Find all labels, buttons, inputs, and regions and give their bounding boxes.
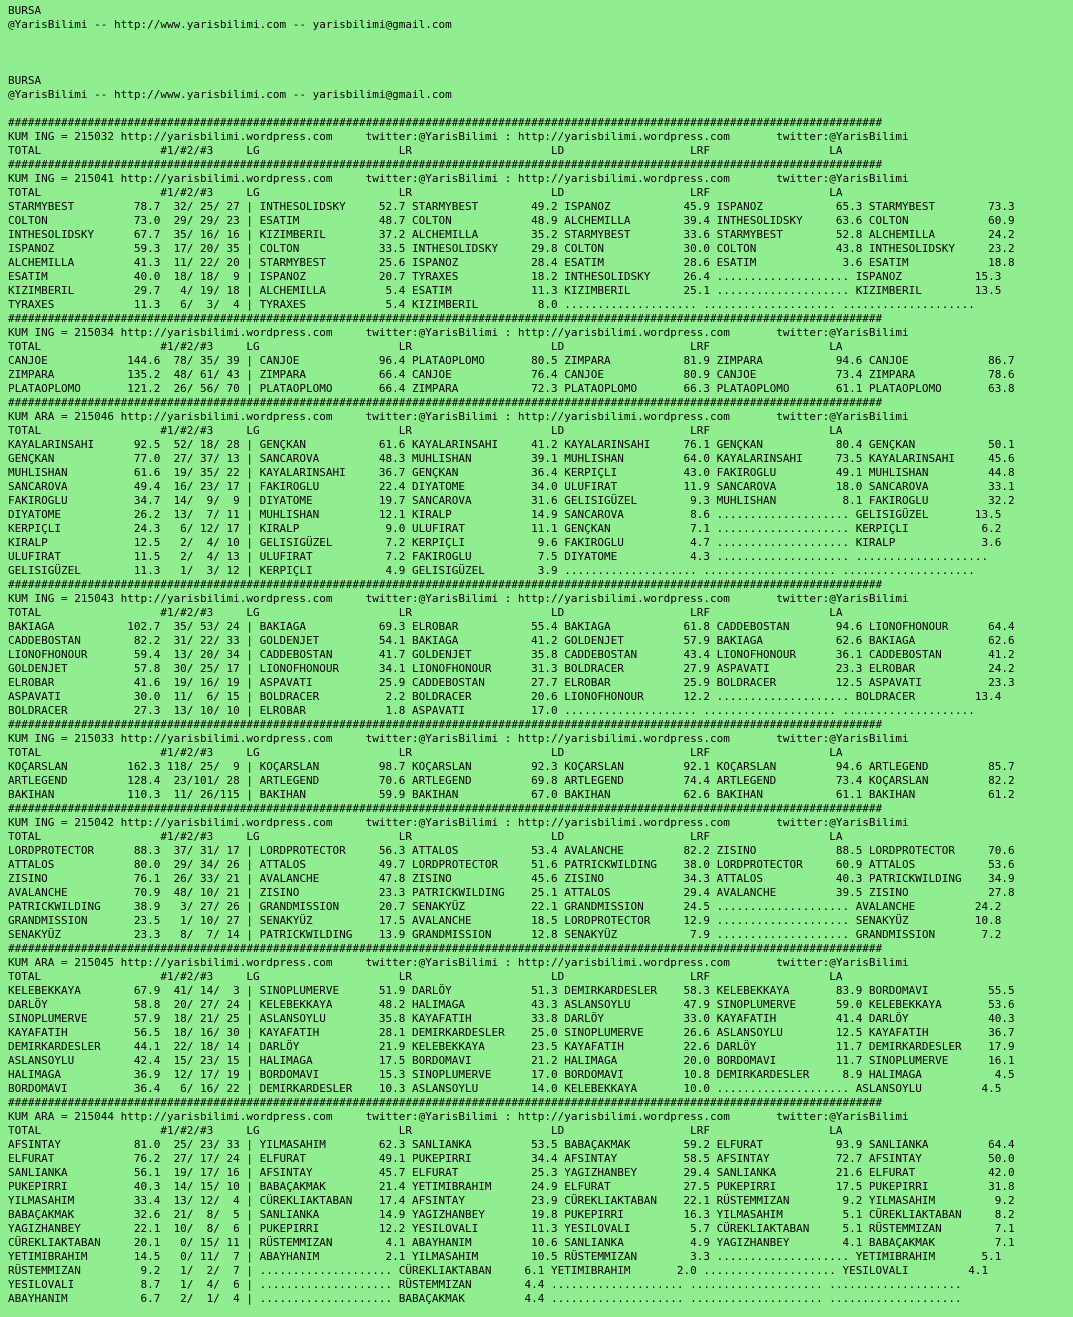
text-line: DARLÖY 58.8 20/ 27/ 24 | KELEBEKKAYA 48.2 HALIMAGA 43.3 ASLANSOYLU 47.9 SINOPLUMERVE 59.0 KELEBEKKAYA 53.6 (8, 998, 1015, 1011)
text-line: GOLDENJET 57.8 30/ 25/ 17 | LIONOFHONOUR 34.1 LIONOFHONOUR 31.3 BOLDRACER 27.9 ASPAVATI 23.3 ELROBAR 24.2 (8, 662, 1015, 675)
text-line: KUM ING = 215033 http://yarisbilimi.wordpress.com twitter:@YarisBilimi : http://yarisbilimi.wordpress.com twitter:@YarisBilimi (8, 732, 909, 745)
text-line: GELISIGÜZEL 11.3 1/ 3/ 12 | KERPIÇLI 4.9 GELISIGÜZEL 3.9 .................... .................... .................... (8, 564, 975, 577)
separator-line: #################################################################################################################################### (8, 718, 883, 731)
text-line: CADDEBOSTAN 82.2 31/ 22/ 33 | GOLDENJET 54.1 BAKIAGA 41.2 GOLDENJET 57.9 BAKIAGA 62.6 BAKIAGA 62.6 (8, 634, 1015, 647)
separator-line: #################################################################################################################################### (8, 802, 883, 815)
text-line: KIRALP 12.5 2/ 4/ 10 | GELISIGÜZEL 7.2 KERPIÇLI 9.6 FAKIROGLU 4.7 .................... KIRALP 3.6 (8, 536, 1002, 549)
text-line: SANLIANKA 56.1 19/ 17/ 16 | AFSINTAY 45.7 ELFURAT 25.3 YAGIZHANBEY 29.4 SANLIANKA 21.6 ELFURAT 42.0 (8, 1166, 1015, 1179)
text-line (8, 46, 1073, 60)
text-line: ZISINO 76.1 26/ 33/ 21 | AVALANCHE 47.8 ZISINO 45.6 ZISINO 34.3 ATTALOS 40.3 PATRICKWILDING 34.9 (8, 872, 1015, 885)
text-line: ELFURAT 76.2 27/ 17/ 24 | ELFURAT 49.1 PUKEPIRRI 34.4 AFSINTAY 58.5 AFSINTAY 72.7 AFSINTAY 50.0 (8, 1152, 1015, 1165)
text-line: ELROBAR 41.6 19/ 16/ 19 | ASPAVATI 25.9 CADDEBOSTAN 27.7 ELROBAR 25.9 BOLDRACER 12.5 ASPAVATI 23.3 (8, 676, 1015, 689)
text-line: RÜSTEMMIZAN 9.2 1/ 2/ 7 | .................... CÜREKLIAKTABAN 6.1 YETIMIBRAHIM 2.0 .................... YESILOVALI 4.1 (8, 1264, 989, 1277)
separator-line: #################################################################################################################################### (8, 942, 883, 955)
text-line: KUM ING = 215032 http://yarisbilimi.wordpress.com twitter:@YarisBilimi : http://yarisbilimi.wordpress.com twitter:@YarisBilimi (8, 130, 909, 143)
separator-line: #################################################################################################################################### (8, 396, 883, 409)
text-line: BAKIAGA 102.7 35/ 53/ 24 | BAKIAGA 69.3 ELROBAR 55.4 BAKIAGA 61.8 CADDEBOSTAN 94.6 LIONOFHONOUR 64.4 (8, 620, 1015, 633)
text-line: TOTAL #1/#2/#3 LG LR LD LRF LA (8, 970, 843, 983)
separator-line: #################################################################################################################################### (8, 1096, 883, 1109)
text-line: KELEBEKKAYA 67.9 41/ 14/ 3 | SINOPLUMERVE 51.9 DARLÖY 51.3 DEMIRKARDESLER 58.3 KELEBEKKAYA 83.9 BORDOMAVI 55.5 (8, 984, 1015, 997)
text-line: BOLDRACER 27.3 13/ 10/ 10 | ELROBAR 1.8 ASPAVATI 17.0 .................... .................... .................... (8, 704, 975, 717)
text-line: PATRICKWILDING 38.9 3/ 27/ 26 | GRANDMISSION 20.7 SENAKYÜZ 22.1 GRANDMISSION 24.5 .................... AVALANCHE 24.2 (8, 900, 1002, 913)
text-line: @YarisBilimi -- http://www.yarisbilimi.com -- yarisbilimi@gmail.com (8, 88, 452, 101)
text-line: YAGIZHANBEY 22.1 10/ 8/ 6 | PUKEPIRRI 12.2 YESILOVALI 11.3 YESILOVALI 5.7 CÜREKLIAKTABAN 5.1 RÜSTEMMIZAN 7.1 (8, 1222, 1015, 1235)
text-line: BAKIHAN 110.3 11/ 26/115 | BAKIHAN 59.9 BAKIHAN 67.0 BAKIHAN 62.6 BAKIHAN 61.1 BAKIHAN 61.2 (8, 788, 1015, 801)
text-line: KUM ARA = 215044 http://yarisbilimi.wordpress.com twitter:@YarisBilimi : http://yarisbilimi.wordpress.com twitter:@YarisBilimi (8, 1110, 909, 1123)
text-line: SENAKYÜZ 23.3 8/ 7/ 14 | PATRICKWILDING 13.9 GRANDMISSION 12.8 SENAKYÜZ 7.9 .................... GRANDMISSION 7.2 (8, 928, 1002, 941)
text-line: AFSINTAY 81.0 25/ 23/ 33 | YILMASAHIM 62.3 SANLIANKA 53.5 BABAÇAKMAK 59.2 ELFURAT 93.9 SANLIANKA 64.4 (8, 1138, 1015, 1151)
text-line (8, 32, 1073, 46)
text-line: BURSA (8, 74, 42, 87)
text-line: HALIMAGA 36.9 12/ 17/ 19 | BORDOMAVI 15.3 SINOPLUMERVE 17.0 BORDOMAVI 10.8 DEMIRKARDESLER 8.9 HALIMAGA 4.5 (8, 1068, 1015, 1081)
text-line: SINOPLUMERVE 57.9 18/ 21/ 25 | ASLANSOYLU 35.8 KAYAFATIH 33.8 DARLÖY 33.0 KAYAFATIH 41.4 DARLÖY 40.3 (8, 1012, 1015, 1025)
text-line: KOÇARSLAN 162.3 118/ 25/ 9 | KOÇARSLAN 98.7 KOÇARSLAN 92.3 KOÇARSLAN 92.1 KOÇARSLAN 94.6 ARTLEGEND 85.7 (8, 760, 1015, 773)
separator-line: #################################################################################################################################### (8, 312, 883, 325)
text-line: BORDOMAVI 36.4 6/ 16/ 22 | DEMIRKARDESLER 10.3 ASLANSOYLU 14.0 KELEBEKKAYA 10.0 .................... ASLANSOYLU 4.5 (8, 1082, 1002, 1095)
text-line: TOTAL #1/#2/#3 LG LR LD LRF LA (8, 186, 843, 199)
separator-line: #################################################################################################################################### (8, 116, 883, 129)
text-line: YESILOVALI 8.7 1/ 4/ 6 | .................... RÜSTEMMIZAN 4.4 .................... .................... .................... (8, 1278, 962, 1291)
text-line: GENÇKAN 77.0 27/ 37/ 13 | SANCAROVA 48.3 MUHLISHAN 39.1 MUHLISHAN 64.0 KAYALARINSAHI 73.5 KAYALARINSAHI 45.6 (8, 452, 1015, 465)
text-line: DEMIRKARDESLER 44.1 22/ 18/ 14 | DARLÖY 21.9 KELEBEKKAYA 23.5 KAYAFATIH 22.6 DARLÖY 11.7 DEMIRKARDESLER 17.9 (8, 1040, 1015, 1053)
separator-line: #################################################################################################################################### (8, 578, 883, 591)
text-line: BABAÇAKMAK 32.6 21/ 8/ 5 | SANLIANKA 14.9 YAGIZHANBEY 19.8 PUKEPIRRI 16.3 YILMASAHIM 5.1 CÜREKLIAKTABAN 8.2 (8, 1208, 1015, 1221)
text-line: MUHLISHAN 61.6 19/ 35/ 22 | KAYALARINSAHI 36.7 GENÇKAN 36.4 KERPIÇLI 43.0 FAKIROGLU 49.1 MUHLISHAN 44.8 (8, 466, 1015, 479)
text-line: KUM ING = 215034 http://yarisbilimi.wordpress.com twitter:@YarisBilimi : http://yarisbilimi.wordpress.com twitter:@YarisBilimi (8, 326, 909, 339)
text-line: GRANDMISSION 23.5 1/ 10/ 27 | SENAKYÜZ 17.5 AVALANCHE 18.5 LORDPROTECTOR 12.9 .................... SENAKYÜZ 10.8 (8, 914, 1002, 927)
text-line: LORDPROTECTOR 88.3 37/ 31/ 17 | LORDPROTECTOR 56.3 ATTALOS 53.4 AVALANCHE 82.2 ZISINO 88.5 LORDPROTECTOR 70.6 (8, 844, 1015, 857)
text-line: KUM ARA = 215046 http://yarisbilimi.wordpress.com twitter:@YarisBilimi : http://yarisbilimi.wordpress.com twitter:@YarisBilimi (8, 410, 909, 423)
text-line: BURSA (8, 4, 42, 17)
text-line: TOTAL #1/#2/#3 LG LR LD LRF LA (8, 606, 843, 619)
text-line: COLTON 73.0 29/ 29/ 23 | ESATIM 48.7 COLTON 48.9 ALCHEMILLA 39.4 INTHESOLIDSKY 63.6 COLTON 60.9 (8, 214, 1015, 227)
text-line: KUM ARA = 215045 http://yarisbilimi.wordpress.com twitter:@YarisBilimi : http://yarisbilimi.wordpress.com twitter:@YarisBilimi (8, 956, 909, 969)
text-line: FAKIROGLU 34.7 14/ 9/ 9 | DIYATOME 19.7 SANCAROVA 31.6 GELISIGÜZEL 9.3 MUHLISHAN 8.1 FAKIROGLU 32.2 (8, 494, 1015, 507)
text-line: ARTLEGEND 128.4 23/101/ 28 | ARTLEGEND 70.6 ARTLEGEND 69.8 ARTLEGEND 74.4 ARTLEGEND 73.4 KOÇARSLAN 82.2 (8, 774, 1015, 787)
text-line: TOTAL #1/#2/#3 LG LR LD LRF LA (8, 340, 843, 353)
text-line: LIONOFHONOUR 59.4 13/ 20/ 34 | CADDEBOSTAN 41.7 GOLDENJET 35.8 CADDEBOSTAN 43.4 LIONOFHONOUR 36.1 CADDEBOSTAN 41.2 (8, 648, 1015, 661)
text-line: DIYATOME 26.2 13/ 7/ 11 | MUHLISHAN 12.1 KIRALP 14.9 SANCAROVA 8.6 .................... GELISIGÜZEL 13.5 (8, 508, 1002, 521)
text-line: TOTAL #1/#2/#3 LG LR LD LRF LA (8, 830, 843, 843)
text-line: ESATIM 40.0 18/ 18/ 9 | ISPANOZ 20.7 TYRAXES 18.2 INTHESOLIDSKY 26.4 .................... ISPANOZ 15.3 (8, 270, 1002, 283)
text-line: ULUFIRAT 11.5 2/ 4/ 13 | ULUFIRAT 7.2 FAKIROGLU 7.5 DIYATOME 4.3 .................... .................... (8, 550, 989, 563)
text-line: ATTALOS 80.0 29/ 34/ 26 | ATTALOS 49.7 LORDPROTECTOR 51.6 PATRICKWILDING 38.0 LORDPROTECTOR 60.9 ATTALOS 53.6 (8, 858, 1015, 871)
text-line: KUM ING = 215042 http://yarisbilimi.wordpress.com twitter:@YarisBilimi : http://yarisbilimi.wordpress.com twitter:@YarisBilimi (8, 816, 909, 829)
text-line: TYRAXES 11.3 6/ 3/ 4 | TYRAXES 5.4 KIZIMBERIL 8.0 .................... .................... .................... (8, 298, 975, 311)
text-line: TOTAL #1/#2/#3 LG LR LD LRF LA (8, 424, 843, 437)
results-document (8, 4, 1073, 1306)
text-line: STARMYBEST 78.7 32/ 25/ 27 | INTHESOLIDSKY 52.7 STARMYBEST 49.2 ISPANOZ 45.9 ISPANOZ 65.3 STARMYBEST 73.3 (8, 200, 1015, 213)
text-line: TOTAL #1/#2/#3 LG LR LD LRF LA (8, 144, 843, 157)
separator-line: #################################################################################################################################### (8, 158, 883, 171)
text-line: YETIMIBRAHIM 14.5 0/ 11/ 7 | ABAYHANIM 2.1 YILMASAHIM 10.5 RÜSTEMMIZAN 3.3 .................... YETIMIBRAHIM 5.1 (8, 1250, 1002, 1263)
text-line: ALCHEMILLA 41.3 11/ 22/ 20 | STARMYBEST 25.6 ISPANOZ 28.4 ESATIM 28.6 ESATIM 3.6 ESATIM 18.8 (8, 256, 1015, 269)
text-line: KUM ING = 215043 http://yarisbilimi.wordpress.com twitter:@YarisBilimi : http://yarisbilimi.wordpress.com twitter:@YarisBilimi (8, 592, 909, 605)
text-line: KUM ING = 215041 http://yarisbilimi.wordpress.com twitter:@YarisBilimi : http://yarisbilimi.wordpress.com twitter:@YarisBilimi (8, 172, 909, 185)
text-line: SANCAROVA 49.4 16/ 23/ 17 | FAKIROGLU 22.4 DIYATOME 34.0 ULUFIRAT 11.9 SANCAROVA 18.0 SANCAROVA 33.1 (8, 480, 1015, 493)
text-line: ISPANOZ 59.3 17/ 20/ 35 | COLTON 33.5 INTHESOLIDSKY 29.8 COLTON 30.0 COLTON 43.8 INTHESOLIDSKY 23.2 (8, 242, 1015, 255)
text-line: KIZIMBERIL 29.7 4/ 19/ 18 | ALCHEMILLA 5.4 ESATIM 11.3 KIZIMBERIL 25.1 .................... KIZIMBERIL 13.5 (8, 284, 1002, 297)
text-line: ASPAVATI 30.0 11/ 6/ 15 | BOLDRACER 2.2 BOLDRACER 20.6 LIONOFHONOUR 12.2 .................... BOLDRACER 13.4 (8, 690, 1002, 703)
text-line: ABAYHANIM 6.7 2/ 1/ 4 | .................... BABAÇAKMAK 4.4 .................... .................... .................... (8, 1292, 962, 1305)
text-line: ZIMPARA 135.2 48/ 61/ 43 | ZIMPARA 66.4 CANJOE 76.4 CANJOE 80.9 CANJOE 73.4 ZIMPARA 78.6 (8, 368, 1015, 381)
text-line: KAYAFATIH 56.5 18/ 16/ 30 | KAYAFATIH 28.1 DEMIRKARDESLER 25.0 SINOPLUMERVE 26.6 ASLANSOYLU 12.5 KAYAFATIH 36.7 (8, 1026, 1015, 1039)
text-line: ASLANSOYLU 42.4 15/ 23/ 15 | HALIMAGA 17.5 BORDOMAVI 21.2 HALIMAGA 20.0 BORDOMAVI 11.7 SINOPLUMERVE 16.1 (8, 1054, 1015, 1067)
text-line: INTHESOLIDSKY 67.7 35/ 16/ 16 | KIZIMBERIL 37.2 ALCHEMILLA 35.2 STARMYBEST 33.6 STARMYBEST 52.8 ALCHEMILLA 24.2 (8, 228, 1015, 241)
text-line: PLATAOPLOMO 121.2 26/ 56/ 70 | PLATAOPLOMO 66.4 ZIMPARA 72.3 PLATAOPLOMO 66.3 PLATAOPLOMO 61.1 PLATAOPLOMO 63.8 (8, 382, 1015, 395)
text-line: CÜREKLIAKTABAN 20.1 0/ 15/ 11 | RÜSTEMMIZAN 4.1 ABAYHANIM 10.6 SANLIANKA 4.9 YAGIZHANBEY 4.1 BABAÇAKMAK 7.1 (8, 1236, 1015, 1249)
text-line: TOTAL #1/#2/#3 LG LR LD LRF LA (8, 1124, 843, 1137)
text-line: TOTAL #1/#2/#3 LG LR LD LRF LA (8, 746, 843, 759)
text-line: CANJOE 144.6 78/ 35/ 39 | CANJOE 96.4 PLATAOPLOMO 80.5 ZIMPARA 81.9 ZIMPARA 94.6 CANJOE 86.7 (8, 354, 1015, 367)
text-line: KAYALARINSAHI 92.5 52/ 18/ 28 | GENÇKAN 61.6 KAYALARINSAHI 41.2 KAYALARINSAHI 76.1 GENÇKAN 80.4 GENÇKAN 50.1 (8, 438, 1015, 451)
text-line: AVALANCHE 70.9 48/ 10/ 21 | ZISINO 23.3 PATRICKWILDING 25.1 ATTALOS 29.4 AVALANCHE 39.5 ZISINO 27.8 (8, 886, 1015, 899)
text-line: PUKEPIRRI 40.3 14/ 15/ 10 | BABAÇAKMAK 21.4 YETIMIBRAHIM 24.9 ELFURAT 27.5 PUKEPIRRI 17.5 PUKEPIRRI 31.8 (8, 1180, 1015, 1193)
text-line (8, 102, 1073, 116)
text-line (8, 60, 1073, 74)
text-line: KERPIÇLI 24.3 6/ 12/ 17 | KIRALP 9.0 ULUFIRAT 11.1 GENÇKAN 7.1 .................... KERPIÇLI 6.2 (8, 522, 1002, 535)
text-line: YILMASAHIM 33.4 13/ 12/ 4 | CÜREKLIAKTABAN 17.4 AFSINTAY 23.9 CÜREKLIAKTABAN 22.1 RÜSTEMMIZAN 9.2 YILMASAHIM 9.2 (8, 1194, 1015, 1207)
text-line: @YarisBilimi -- http://www.yarisbilimi.com -- yarisbilimi@gmail.com (8, 18, 452, 31)
